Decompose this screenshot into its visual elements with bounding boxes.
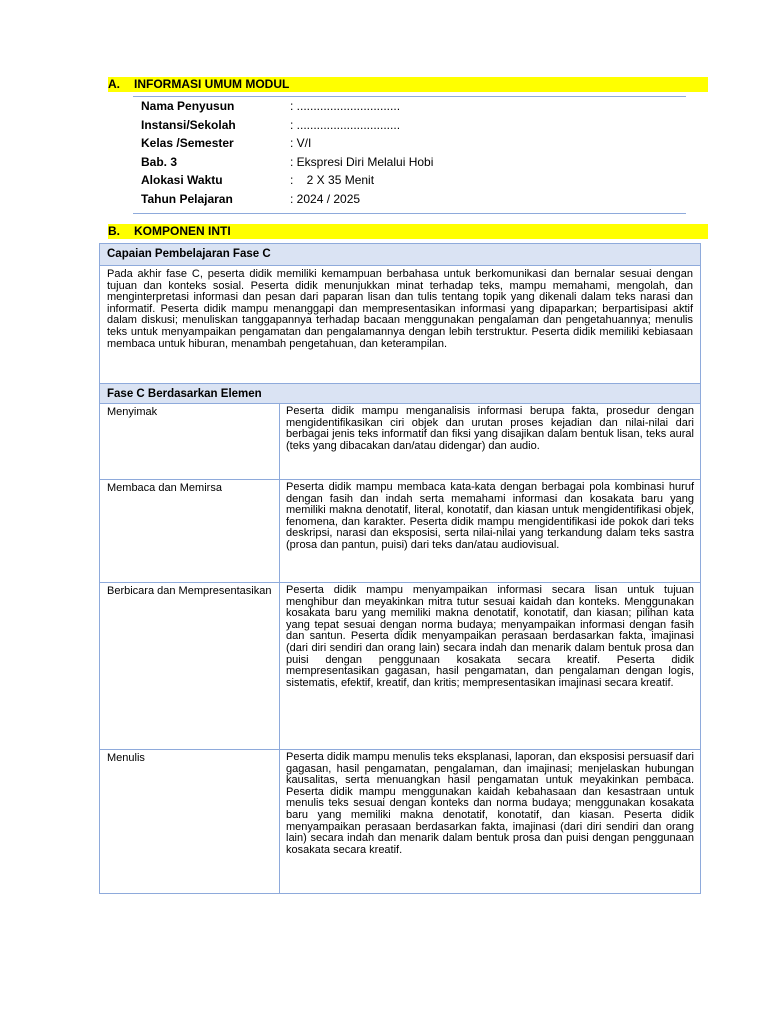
section-a-number: A.: [108, 77, 120, 91]
element-description: Peserta didik mampu menyampaikan informasi secara lisan untuk tujuan menghibur dan meyakinkan mitra tutur sesuai kaidah dan konteks. Menggunakan kosakata baru yang memiliki makna denotatif, konotatif, dan kiasan; pilihan kata yang tepat sesuai dengan norma budaya; menyampaikan informasi dengan fasih dan santun. Peserta didik menyampaikan perasaan berdasarkan fakta, imajinasi (dari diri sendiri dan orang lain) secara indah dan menarik dalam bentuk prosa dan puisi dengan penggunaan kosakata secara kreatif. Peserta didik mempresentasikan gagasan, hasil pengamatan, dan pengalaman dengan logis, sistematis, efektif, kreatif, dan kritis; mempresentasikan imajinasi secara kreatif.: [286, 584, 694, 689]
info-value: : ...............................: [290, 99, 401, 113]
info-value: : ...............................: [290, 117, 401, 132]
element-row-menyimak: [100, 404, 700, 480]
module-info-table: [133, 96, 686, 214]
elemen-heading: Fase C Berdasarkan Elemen: [100, 384, 700, 404]
element-row-menulis: [100, 750, 700, 893]
element-name: Menyimak: [100, 404, 280, 479]
element-row-membaca: [100, 480, 700, 583]
cp-text: Pada akhir fase C, peserta didik memiliki kemampuan berbahasa untuk berkomunikasi dan bernalar sesuai dengan tujuan dan konteks sosial. Peserta didik menunjukkan minat terhadap teks, mampu memahami, mengolah, dan menginterpretasi informasi dan pesan dari paparan lisan dan tulis tentang topik yang dikenali dalam teks narasi dan informatif. Peserta didik mampu menanggapi dan mempresentasikan informasi yang dipaparkan; berpartisipasi aktif dalam diskusi; menuliskan tanggapannya terhadap bacaan menggunakan pengalaman dan pengetahuannya; menulis teks untuk menyampaikan pengamatan dan pengalamannya dengan lebih terstruktur. Peserta didik memiliki kebiasaan membaca untuk hiburan, menambah pengetahuan, dan keterampilan.: [100, 266, 700, 384]
section-b-number: B.: [108, 224, 120, 238]
element-description: Peserta didik mampu menganalisis informasi berupa fakta, prosedur dengan mengidentifikasikan ciri objek dan urutan proses kejadian dan nilai-nilai dari berbagai jenis teks informatif dan fiksi yang disajikan dalam bentuk lisan, teks aural (teks yang dibacakan dan/atau didengar) dan audio.: [286, 405, 694, 452]
komponen-inti-table: [99, 243, 701, 894]
info-label: Instansi/Sekolah: [141, 117, 236, 132]
cp-heading: Capaian Pembelajaran Fase C: [100, 244, 700, 266]
element-description: Peserta didik mampu menulis teks eksplanasi, laporan, dan eksposisi persuasif dari gagasan, hasil pengamatan, pengalaman, dan imajinasi; menjelaskan hubungan kausalitas, serta menuangkan hasil pengamatan untuk meyakinkan pembaca. Peserta didik mampu menggunakan kaidah kebahasaan dan kesastraan untuk menulis teks sesuai dengan konteks dan norma budaya; menggunakan kosakata baru yang memiliki makna denotatif, konotatif, dan kiasan. Peserta didik menyampaikan perasaan berdasarkan fakta, imajinasi (dari diri sendiri dan orang lain) secara indah dan menarik dalam bentuk prosa dan puisi dengan penggunaan kosakata secara kreatif.: [286, 751, 694, 856]
section-a-heading: [108, 77, 708, 92]
info-label: Kelas /Semester: [141, 136, 234, 150]
info-value: : V/I: [290, 136, 312, 150]
info-label: Tahun Pelajaran: [141, 192, 233, 206]
info-value: : 2 X 35 Menit: [290, 173, 375, 187]
info-value: : 2024 / 2025: [290, 192, 361, 206]
element-row-berbicara: [100, 583, 700, 750]
section-b-title: KOMPONEN INTI: [134, 224, 231, 238]
section-a-title: INFORMASI UMUM MODUL: [134, 77, 290, 91]
element-description: Peserta didik mampu membaca kata-kata dengan berbagai pola kombinasi huruf dengan fasih dan indah serta memahami informasi dan kosakata baru yang memiliki makna denotatif, literal, konotatif, dan kiasan untuk mengidentifikasi objek, fenomena, dan karakter. Peserta didik mampu mengidentifikasi ide pokok dari teks deskripsi, narasi dan eksposisi, serta nilai-nilai yang terkandung dalam teks sastra (prosa dan pantun, puisi) dari teks dan/atau audiovisual.: [286, 481, 694, 551]
info-value: : Ekspresi Diri Melalui Hobi: [290, 154, 434, 169]
info-label: Nama Penyusun: [141, 99, 235, 113]
section-b-heading: [108, 224, 708, 239]
info-label: Bab. 3: [141, 154, 178, 169]
element-name: Berbicara dan Mempresentasikan: [100, 583, 280, 749]
element-name: Menulis: [100, 750, 280, 893]
element-name: Membaca dan Memirsa: [100, 480, 280, 582]
info-label: Alokasi Waktu: [141, 173, 223, 187]
